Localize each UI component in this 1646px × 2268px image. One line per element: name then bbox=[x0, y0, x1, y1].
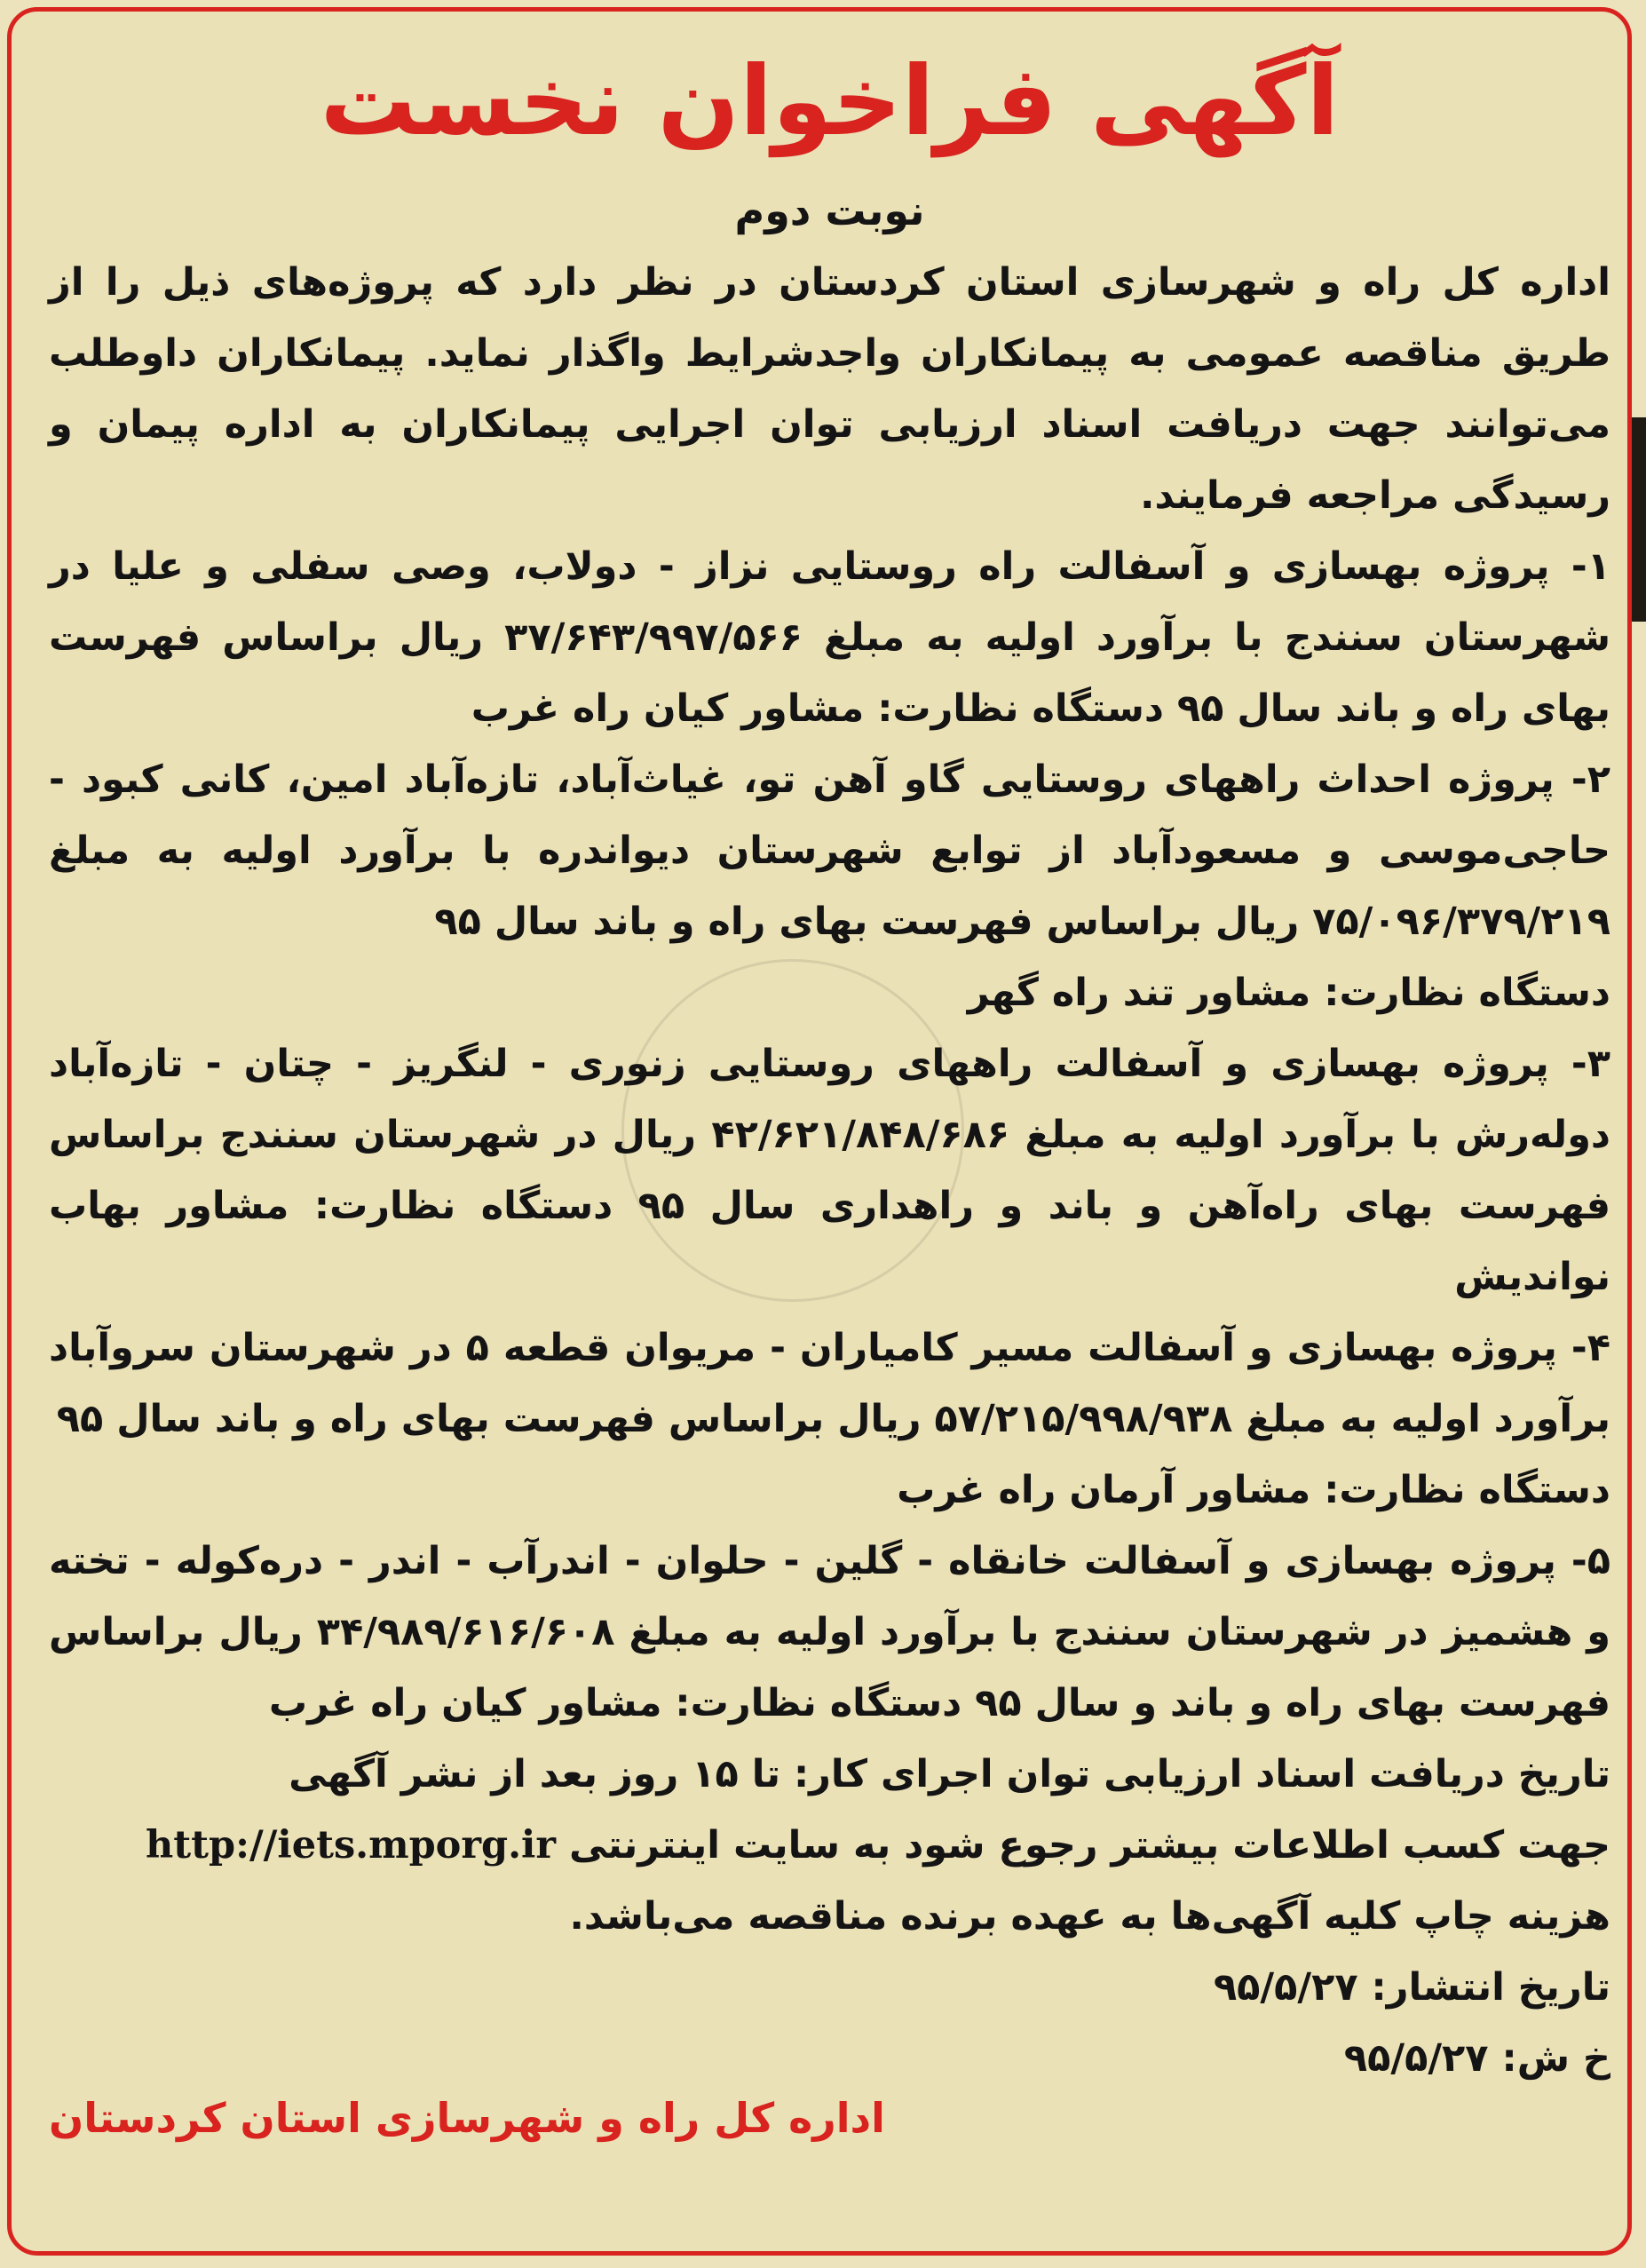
project-item-2: ۲- پروژه احداث راههای روستایی گاو آهن تو، غیاث‌آباد، تازه‌آباد امین، کانی کبود - حاجی‌موسی و مسعودآباد از توابع شهرستان دیواندره با برآورد اولیه به مبلغ ۷۵/۰۹۶/۳۷۹/۲۱۹ ریال براساس فهرست بهای راه و باند سال ۹۵ bbox=[49, 757, 1610, 944]
notice-code: خ ش: ۹۵/۵/۲۷ bbox=[1343, 2036, 1610, 2081]
intro-paragraph: اداره کل راه و شهرسازی استان کردستان در نظر دارد که پروژه‌های ذیل را از طریق مناقصه عمومی به پیمانکاران واجدشرایط واگذار نماید. پیمانکاران داوطلب می‌توانند جهت دریافت اسناد ارزیابی توان اجرایی پیمانکاران به اداره پیمان و رسیدگی مراجعه فرمایند. bbox=[49, 260, 1610, 518]
website-url: http://iets.mporg.ir bbox=[146, 1823, 557, 1868]
project-item-3: ۳- پروژه بهسازی و آسفالت راههای روستایی زنوری - لنگریز - چتان - تازه‌آباد دوله‌رش با برآورد اولیه به مبلغ ۴۲/۶۲۱/۸۴۸/۶۸۶ ریال در شهرستان سنندج براساس فهرست بهای راه‌آهن و باند و راهداری سال ۹۵ دستگاه نظارت: مشاور بهاب نواندیش bbox=[49, 1042, 1610, 1299]
website-text: جهت کسب اطلاعات بیشتر رجوع شود به سایت اینترنتی bbox=[569, 1823, 1610, 1868]
project-item-2-supervisor: دستگاه نظارت: مشاور تند راه گهر bbox=[967, 971, 1610, 1015]
project-item-1: ۱- پروژه بهسازی و آسفالت راه روستایی نزاز - دولاب، وصی سفلی و علیا در شهرستان سنندج با برآورد اولیه به مبلغ ۳۷/۶۴۳/۹۹۷/۵۶۶ ریال براساس فهرست بهای راه و باند سال ۹۵ دستگاه نظارت: مشاور کیان راه غرب bbox=[49, 544, 1610, 731]
edge-stripe bbox=[1632, 417, 1646, 622]
notice-title: آگهی فراخوان نخست bbox=[320, 46, 1340, 157]
deadline-text: تاریخ دریافت اسناد ارزیابی توان اجرای کار: تا ۱۵ روز بعد از نشر آگهی bbox=[289, 1752, 1610, 1796]
notice-body bbox=[49, 27, 1610, 2094]
website-line bbox=[49, 1810, 1610, 1881]
publish-date: تاریخ انتشار: ۹۵/۵/۲۷ bbox=[1213, 1965, 1610, 2010]
project-item-5: ۵- پروژه بهسازی و آسفالت خانقاه - گلین - حلوان - اندرآب - اندر - دره‌کوله - تخته و هشمیز در شهرستان سنندج با برآورد اولیه به مبلغ ۳۴/۹۸۹/۶۱۶/۶۰۸ ریال براساس فهرست بهای راه و باند و سال ۹۵ دستگاه نظارت: مشاور کیان راه غرب bbox=[49, 1539, 1611, 1725]
project-item-4-supervisor: دستگاه نظارت: مشاور آرمان راه غرب bbox=[897, 1468, 1610, 1512]
project-item-4: ۴- پروژه بهسازی و آسفالت مسیر کامیاران - مریوان قطعه ۵ در شهرستان سروآباد برآورد اولیه به مبلغ ۵۷/۲۱۵/۹۹۸/۹۳۸ ریال براساس فهرست بهای راه و باند سال ۹۵ bbox=[49, 1326, 1610, 1441]
notice-round: نوبت دوم bbox=[734, 186, 925, 234]
cost-note: هزینه چاپ کلیه آگهی‌ها به عهده برنده مناقصه می‌باشد. bbox=[569, 1894, 1610, 1939]
issuer-signature: اداره کل راه و شهرسازی استان کردستان bbox=[49, 2094, 885, 2142]
